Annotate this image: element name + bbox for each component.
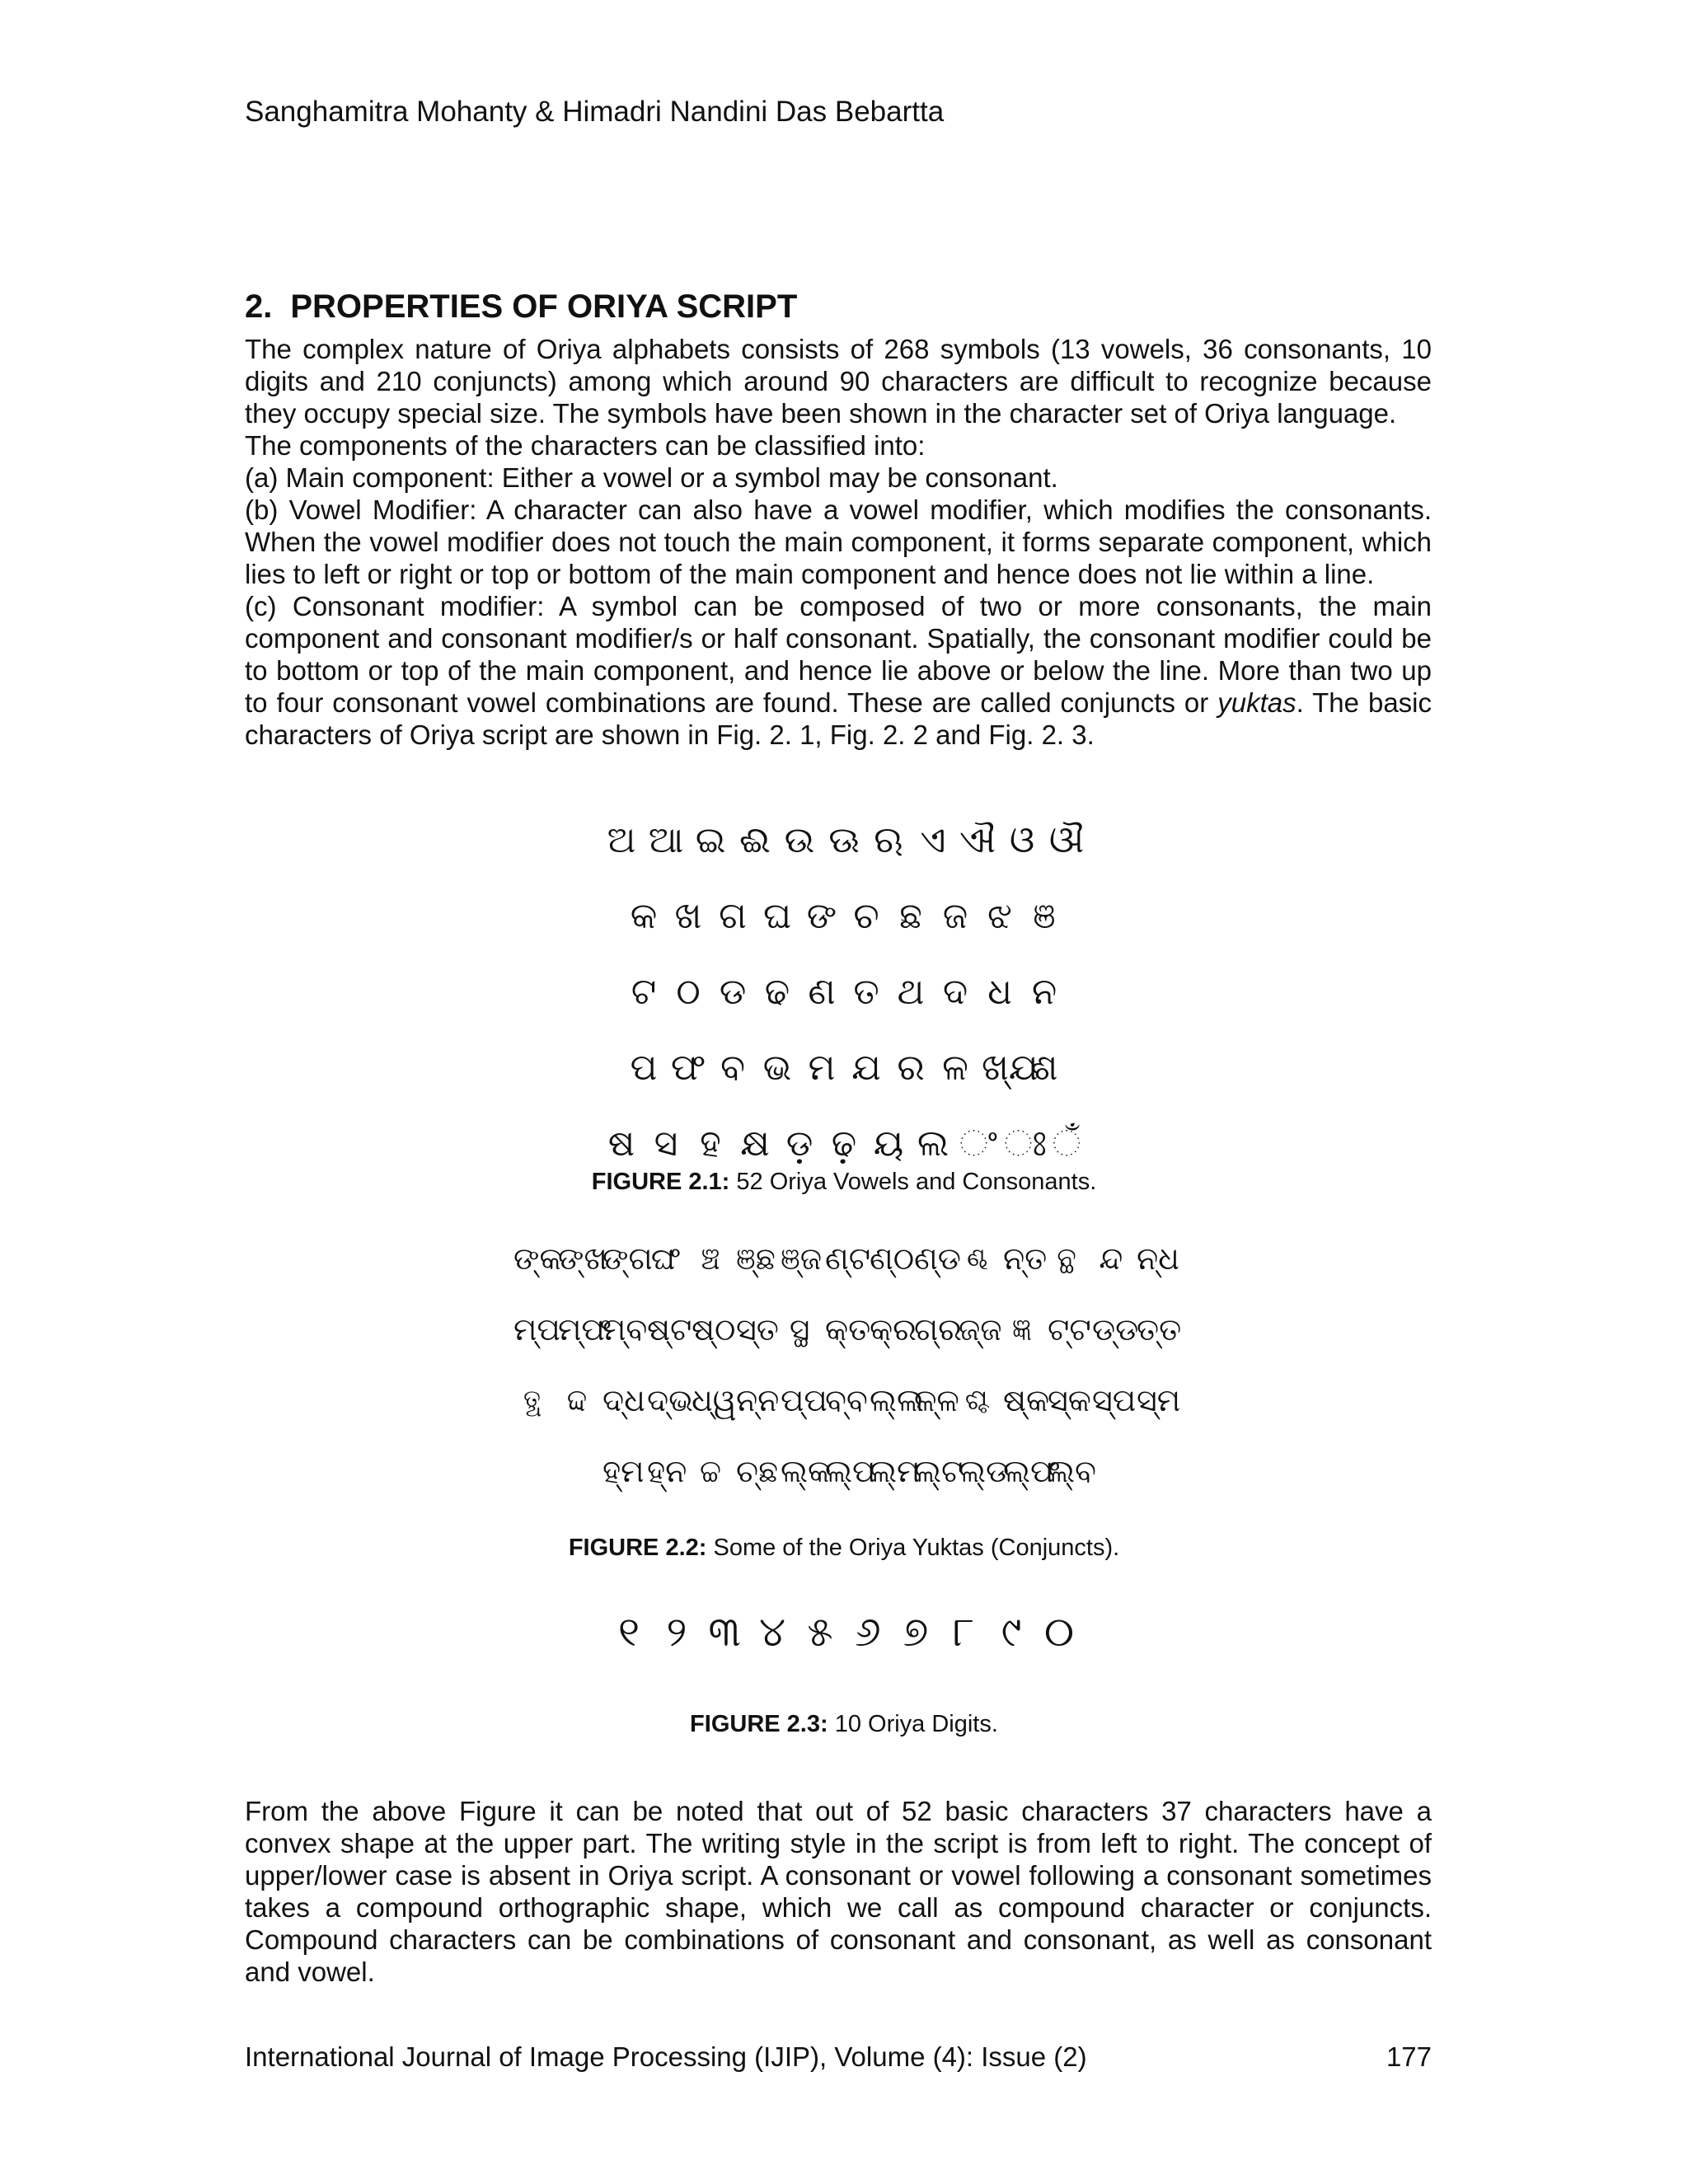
oriya-conjunct: ନ୍ତ — [1003, 1240, 1048, 1277]
oriya-glyph: ଘ — [762, 895, 792, 937]
caption-label: FIGURE 2.1: — [591, 1169, 730, 1195]
oriya-conjunct: ଡ୍ଡ — [1092, 1311, 1139, 1347]
consonant-modifier-text-end: . The basic characters of Oriya script are shown in Fig. 2. 1, Fig. 2. 2 and Fig. 2. 3. — [245, 687, 1432, 750]
oriya-conjunct: ଷ୍କ — [1003, 1382, 1050, 1418]
figure-vowels-consonants — [0, 816, 1688, 1195]
oriya-digit: ୩ — [708, 1608, 741, 1656]
oriya-glyph: ଡ — [719, 971, 747, 1013]
oriya-glyph: କ୍ଷ — [740, 1122, 770, 1165]
oriya-glyph: ଟ — [631, 971, 657, 1013]
section-number: 2. — [245, 288, 273, 325]
oriya-conjunct: ବ୍ବ — [825, 1382, 868, 1418]
oriya-glyph: ୟ — [873, 1122, 904, 1165]
oriya-glyph: ଖ — [674, 895, 702, 937]
oriya-conjunct: ଲ୍କ — [781, 1453, 832, 1489]
oriya-conjunct: ତ୍ତ — [1137, 1311, 1182, 1347]
oriya-glyph: ବ — [720, 1047, 745, 1089]
oriya-conjunct: ସ୍ମ — [1137, 1382, 1181, 1418]
oriya-conjunct: ମ୍ଫ — [558, 1311, 612, 1347]
oriya-conjunct: ଣ୍ଢ — [966, 1240, 989, 1277]
glyph-row — [0, 1236, 1688, 1307]
oriya-conjunct: ଦ୍ଭ — [647, 1382, 694, 1418]
oriya-glyph: ତ — [853, 971, 879, 1013]
oriya-conjunct: ଲ୍ବ — [1048, 1453, 1096, 1489]
paragraph-main-component: (a) Main component: Either a vowel or a symbol may be consonant. — [245, 462, 1058, 493]
paragraph-vowel-modifier: (b) Vowel Modifier: A character can also have a vowel modifier, which modifies the consonants. When the vowel modifier does not touch the main component, it forms separate component, which lies to left or right or top or bottom of the main component and hence does not lie within a line. — [245, 494, 1432, 589]
glyph-row — [0, 1378, 1688, 1449]
oriya-conjunct: କ୍ର — [870, 1311, 917, 1347]
figure-2-2-caption — [0, 1535, 1688, 1562]
oriya-conjunct: ଲ୍ଲ — [870, 1382, 925, 1418]
oriya-glyph: ଞ — [1033, 895, 1056, 937]
oriya-conjunct: ଙ୍ଗ — [603, 1240, 653, 1277]
oriya-conjunct: ଗ୍ର — [914, 1311, 962, 1347]
oriya-digit: ୯ — [1001, 1608, 1022, 1656]
figure-2-1-caption — [0, 1169, 1688, 1196]
oriya-digit: ୨ — [666, 1608, 687, 1656]
oriya-conjunct: ଞ୍ଛ — [736, 1240, 776, 1277]
oriya-glyph: ଆ — [648, 819, 684, 861]
oriya-conjunct: ଷ୍ଟ — [647, 1311, 692, 1347]
oriya-glyph: ଙ — [806, 895, 837, 937]
oriya-conjunct: ଷ୍ଠ — [692, 1311, 736, 1347]
oriya-glyph: ସ — [654, 1122, 678, 1165]
running-header-authors: Sanghamitra Mohanty & Himadri Nandini Das Bebartta — [245, 96, 945, 128]
oriya-conjunct: ଙ୍ଖ — [558, 1240, 607, 1277]
oriya-glyph: ଈ — [739, 819, 771, 861]
page-number: 177 — [1386, 2041, 1432, 2072]
oriya-glyph: ଢ — [764, 971, 790, 1013]
oriya-glyph: ହ — [700, 1122, 721, 1165]
oriya-glyph: ଯ — [851, 1047, 881, 1089]
oriya-conjunct: ମ୍ବ — [603, 1311, 648, 1347]
oriya-glyph: ଣ — [808, 971, 836, 1013]
oriya-glyph: ଷ — [607, 1122, 635, 1165]
oriya-conjunct: ଲ୍ଟ — [914, 1453, 964, 1489]
oriya-conjunct: କ୍ତ — [825, 1311, 871, 1347]
caption-label: FIGURE 2.2: — [568, 1535, 707, 1561]
oriya-conjunct: ପ୍ପ — [781, 1382, 828, 1418]
glyph-row — [0, 1449, 1688, 1520]
oriya-conjunct: ଣ୍ଟ — [825, 1240, 871, 1277]
figure-yuktas — [0, 1236, 1688, 1520]
paragraph-consonant-modifier — [245, 590, 1432, 751]
oriya-glyph: ଂ — [959, 1122, 998, 1165]
oriya-conjunct: ଟ୍ଟ — [1048, 1311, 1091, 1347]
oriya-glyph: ଲ — [917, 1122, 950, 1165]
oriya-glyph: ର — [897, 1047, 925, 1089]
oriya-glyph: ଐ — [959, 819, 996, 861]
figure-2-3-caption — [0, 1711, 1688, 1738]
oriya-glyph: ଗ — [719, 895, 747, 937]
oriya-glyph: ଁ — [1052, 1122, 1081, 1165]
oriya-conjunct: ନ୍ଥ — [1057, 1240, 1076, 1277]
oriya-glyph: ନ — [1031, 971, 1057, 1013]
oriya-conjunct: ଧ୍ୱ — [692, 1382, 737, 1418]
oriya-conjunct: ଣ୍ଡ — [914, 1240, 961, 1277]
glyph-row — [0, 892, 1688, 968]
oriya-glyph: ଝ — [987, 895, 1012, 937]
oriya-conjunct: ନ୍ନ — [736, 1382, 780, 1418]
oriya-glyph: ଚ — [853, 895, 879, 937]
paragraph-observations: From the above Figure it can be noted that out of 52 basic characters 37 characters have a convex shape at the upper part. The writing style in the script is from left to right. The concept of upper/lower case is absent in Oriya script. A consonant or vowel following a consonant sometimes takes a compound orthographic shape, which we call as compound character or conjuncts. Compound characters can be combinations of consonant and consonant, as well as consonant and vowel. — [245, 1796, 1432, 1987]
oriya-conjunct: ସ୍ପ — [1092, 1382, 1137, 1418]
glyph-row — [0, 1307, 1688, 1378]
oriya-glyph: ଦ — [942, 971, 968, 1013]
caption-text: 10 Oriya Digits. — [828, 1711, 998, 1737]
glyph-row — [0, 1043, 1688, 1119]
oriya-conjunct: ହ୍ନ — [647, 1453, 687, 1489]
oriya-glyph: ଶ — [1030, 1047, 1058, 1089]
oriya-conjunct: ସ୍ତ — [736, 1311, 779, 1347]
caption-text: 52 Oriya Vowels and Consonants. — [729, 1169, 1097, 1195]
oriya-conjunct: ଜ୍ଜ — [959, 1311, 1002, 1347]
caption-label: FIGURE 2.3: — [690, 1711, 828, 1737]
oriya-glyph: ଋ — [874, 819, 903, 861]
oriya-glyph: ଡ଼ — [785, 1122, 814, 1165]
oriya-glyph: ଊ — [828, 819, 860, 861]
oriya-conjunct: ହ୍ମ — [603, 1453, 645, 1489]
oriya-glyph: ଠ — [676, 971, 701, 1013]
oriya-digit: ୧ — [617, 1608, 640, 1656]
oriya-glyph: ଃ — [1004, 1122, 1047, 1165]
paragraph-components-intro: The components of the characters can be classified into: — [245, 430, 926, 461]
intro-text — [245, 333, 1432, 751]
oriya-conjunct: ଞ୍ଜ — [781, 1240, 822, 1277]
glyph-row — [0, 1605, 1688, 1658]
oriya-conjunct: ଲ୍ଡ — [959, 1453, 1010, 1489]
oriya-glyph: ଔ — [1048, 819, 1085, 861]
oriya-conjunct: ଙ୍କ — [513, 1240, 563, 1277]
oriya-conjunct: ତ୍ଥ — [523, 1382, 542, 1418]
glyph-row — [0, 968, 1688, 1043]
oriya-glyph: ଥ — [897, 971, 925, 1013]
oriya-conjunct: ଲ୍ମ — [870, 1453, 921, 1489]
oriya-conjunct: ମ୍ପ — [513, 1311, 560, 1347]
oriya-glyph: ଢ଼ — [831, 1122, 857, 1165]
oriya-glyph: ଖ୍ଯ — [982, 1047, 1039, 1089]
oriya-glyph: ଇ — [695, 819, 726, 861]
oriya-conjunct: ସ୍ଥ — [789, 1311, 810, 1347]
caption-text: Some of the Oriya Yuktas (Conjuncts). — [706, 1535, 1120, 1561]
oriya-digit: ୫ — [807, 1608, 833, 1656]
yuktas-term: yuktas — [1217, 687, 1296, 718]
oriya-digit: ୬ — [855, 1608, 881, 1656]
oriya-conjunct: ଳ୍ଳ — [914, 1382, 959, 1418]
oriya-conjunct: ଚ୍ଚ — [699, 1453, 722, 1489]
oriya-glyph: ଛ — [899, 895, 922, 937]
oriya-digit: ୮ — [952, 1608, 975, 1656]
oriya-glyph: ଅ — [607, 819, 636, 861]
oriya-glyph: ଉ — [784, 819, 815, 861]
oriya-glyph: ଏ — [920, 819, 946, 861]
oriya-conjunct: ଙ୍ଘ — [650, 1240, 682, 1277]
oriya-conjunct: ଜ୍ଞ — [1011, 1311, 1033, 1347]
oriya-glyph: ଳ — [942, 1047, 968, 1089]
oriya-conjunct: ଣ୍ଠ — [870, 1240, 915, 1277]
consonant-modifier-text: (c) Consonant modifier: A symbol can be composed of two or more consonants, the main component and consonant modifier/s or half consonant. Spatially, the consonant modifier could be to bottom or top of the main component, and hence lie above or below the line. More than two up to four consonant vowel combinations are found. These are called conjuncts or — [245, 591, 1432, 718]
oriya-glyph: ଜ — [942, 895, 968, 937]
oriya-conjunct: ଲ୍ଫ — [1003, 1453, 1061, 1489]
oriya-conjunct: ଚ୍ଛ — [736, 1453, 779, 1489]
oriya-glyph: କ — [630, 895, 658, 937]
journal-citation: International Journal of Image Processing (IJIP), Volume (4): Issue (2) — [245, 2041, 1087, 2072]
oriya-glyph: ପ — [630, 1047, 658, 1089]
oriya-conjunct: ନ୍ଦ — [1099, 1240, 1123, 1277]
glyph-row — [0, 816, 1688, 892]
oriya-glyph: ଧ — [987, 971, 1012, 1013]
paragraph-overview: The complex nature of Oriya alphabets consists of 268 symbols (13 vowels, 36 consonants, 10 digits and 210 conjuncts) among which around 90 characters are difficult to recognize because they occupy special size. The symbols have been shown in the character set of Oriya language. — [245, 334, 1432, 429]
oriya-conjunct: ସ୍କ — [1048, 1382, 1091, 1418]
oriya-conjunct: ନ୍ଧ — [1137, 1240, 1179, 1277]
oriya-conjunct: ଞ୍ଚ — [701, 1240, 720, 1277]
figure-digits — [0, 1605, 1688, 1658]
oriya-glyph: ଫ — [670, 1047, 706, 1089]
section-heading — [245, 288, 797, 326]
section-title: PROPERTIES OF ORIYA SCRIPT — [290, 288, 798, 325]
outro-text — [245, 1795, 1432, 1988]
oriya-digit: ୦ — [1043, 1608, 1075, 1656]
oriya-conjunct: ଦ୍ଦ — [566, 1382, 588, 1418]
oriya-conjunct: ଶ୍ଚ — [964, 1382, 991, 1418]
oriya-glyph: ଓ — [1009, 819, 1035, 861]
oriya-conjunct: ଲ୍ପ — [825, 1453, 876, 1489]
oriya-digit: ୪ — [758, 1608, 786, 1656]
oriya-glyph: ମ — [808, 1047, 836, 1089]
oriya-conjunct: ଦ୍ଧ — [603, 1382, 645, 1418]
oriya-digit: ୭ — [903, 1608, 929, 1656]
oriya-glyph: ଭ — [762, 1047, 792, 1089]
